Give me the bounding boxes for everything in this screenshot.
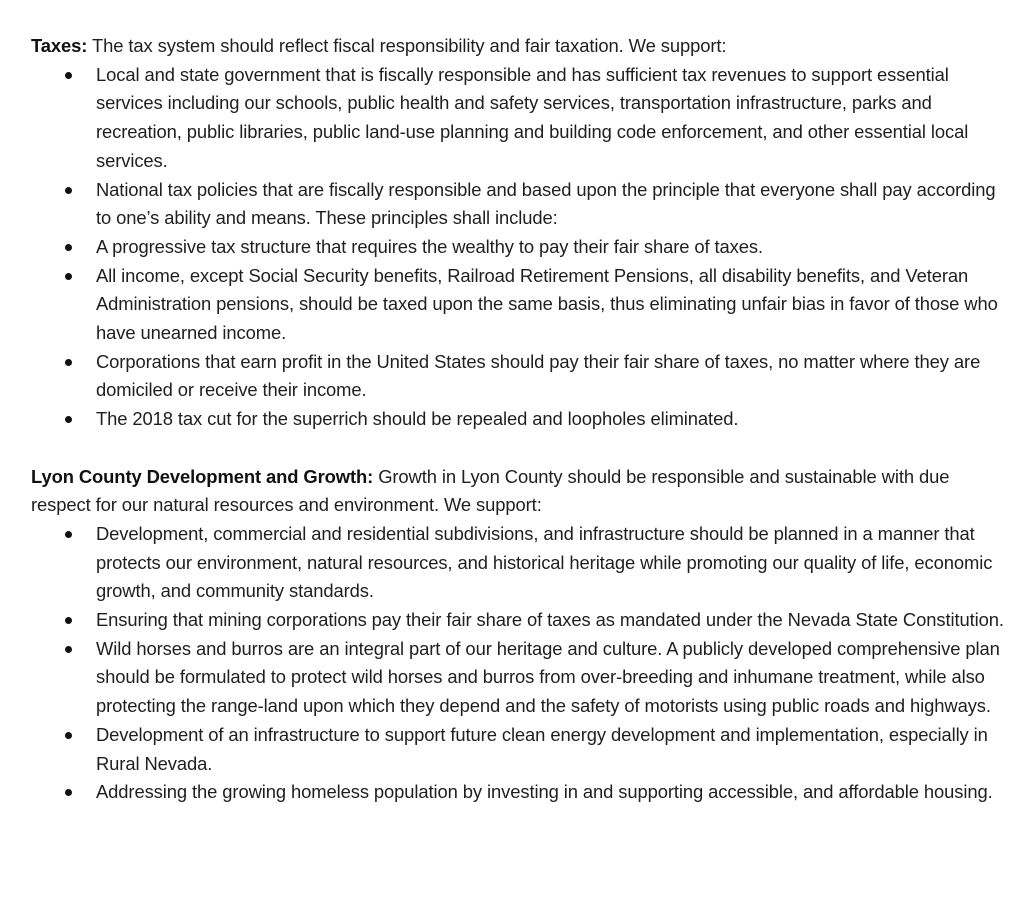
- list-item: [96, 778, 1011, 807]
- list-item: [96, 405, 1011, 434]
- bullet-icon: [65, 359, 72, 366]
- section-intro-text: The tax system should reflect fiscal responsibility and fair taxation. We support:: [87, 35, 727, 56]
- section-lyon-county-development: [31, 463, 1011, 807]
- list-item-text: The 2018 tax cut for the superrich should be repealed and loopholes eliminated.: [96, 408, 739, 430]
- bullet-icon: [65, 646, 72, 653]
- list-item-text: Addressing the growing homeless population by investing in and supporting accessible, and affordable housing.: [96, 781, 993, 803]
- list-item: [96, 61, 1011, 176]
- list-item: [96, 233, 1011, 262]
- list-item: [96, 520, 1011, 606]
- list-item: [96, 176, 1011, 233]
- list-item-text: Wild horses and burros are an integral part of our heritage and culture. A publicly developed comprehensive plan should be formulated to protect wild horses and burros from over-breeding and inhumane treatment, while also protecting the range-land upon which they depend and the safety of motorists using public roads and highways.: [96, 637, 1000, 717]
- bullet-icon: [65, 273, 72, 280]
- bullet-icon: [65, 531, 72, 538]
- section-intro-text: Growth in Lyon County should be responsible and sustainable with due respect for our natural resources and environment. We support:: [31, 465, 950, 516]
- section-taxes: [31, 32, 1011, 434]
- list-item: [96, 635, 1011, 721]
- bullet-list: [31, 520, 1011, 807]
- list-item-text: National tax policies that are fiscally responsible and based upon the principle that everyone shall pay according to one’s ability and means. These principles shall include:: [96, 178, 996, 229]
- list-item-text: A progressive tax structure that requires the wealthy to pay their fair share of taxes.: [96, 235, 763, 257]
- list-item: [96, 262, 1011, 348]
- bullet-icon: [65, 244, 72, 251]
- bullet-icon: [65, 416, 72, 423]
- bullet-icon: [65, 187, 72, 194]
- list-item: [96, 606, 1011, 635]
- document-body: [31, 32, 1011, 807]
- section-label: Taxes:: [31, 35, 88, 56]
- list-item-text: Development, commercial and residential subdivisions, and infrastructure should be planned in a manner that protects our environment, natural resources, and historical heritage while promoting our quality of life, economic growth, and community standards.: [96, 522, 993, 602]
- list-item-text: Corporations that earn profit in the United States should pay their fair share of taxes, no matter where they are domiciled or receive their income.: [96, 350, 981, 401]
- bullet-icon: [65, 789, 72, 796]
- bullet-list: [31, 61, 1011, 434]
- bullet-icon: [65, 732, 72, 739]
- list-item-text: Local and state government that is fiscally responsible and has sufficient tax revenues to support essential services including our schools, public health and safety services, transportation infrastructure, parks and recreation, public libraries, public land-use planning and building code enforcement, and other essential local services.: [96, 63, 969, 171]
- list-item-text: All income, except Social Security benefits, Railroad Retirement Pensions, all disability benefits, and Veteran Administration pensions, should be taxed upon the same basis, thus eliminating unfair bias in favor of those who have unearned income.: [96, 264, 998, 344]
- list-item: [96, 348, 1011, 405]
- section-intro: [31, 32, 1011, 61]
- list-item: [96, 721, 1011, 778]
- list-item-text: Development of an infrastructure to support future clean energy development and implementation, especially in Rural Nevada.: [96, 723, 988, 774]
- list-item-text: Ensuring that mining corporations pay their fair share of taxes as mandated under the Nevada State Constitution.: [96, 609, 1004, 631]
- section-intro: [31, 463, 1011, 520]
- bullet-icon: [65, 72, 72, 79]
- section-label: Lyon County Development and Growth:: [31, 465, 374, 487]
- bullet-icon: [65, 617, 72, 624]
